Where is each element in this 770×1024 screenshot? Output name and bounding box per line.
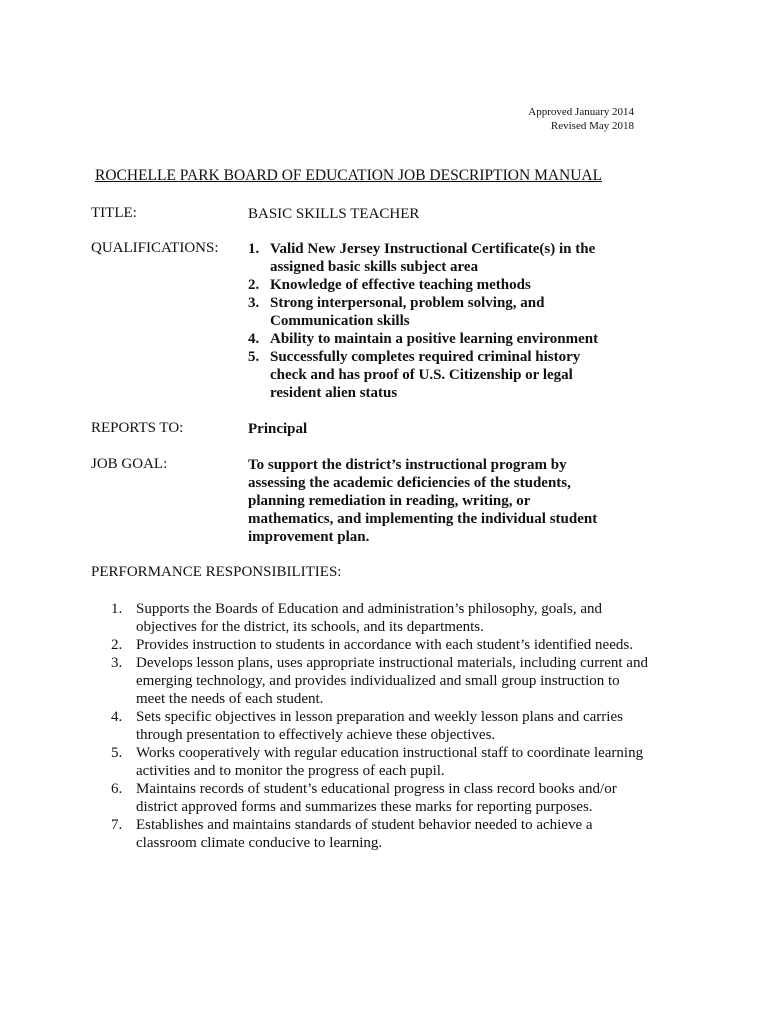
performance-text: Supports the Boards of Education and administration’s philosophy, goals, and objectives for the district, its schools, and its departments. — [136, 601, 603, 635]
performance-text: Works cooperatively with regular education instructional staff to coordinate learning activities and to monitor the progress of each pupil. — [136, 745, 644, 779]
performance-text: Establishes and maintains standards of student behavior needed to achieve a classroom climate conducive to learning. — [136, 817, 593, 851]
performance-number: 3. — [111, 655, 123, 671]
job-goal-line: planning remediation in reading, writing, or — [248, 493, 531, 509]
qualification-number: 1. — [248, 241, 260, 257]
qualification-item — [248, 276, 598, 294]
qualification-line: resident alien status — [270, 385, 398, 401]
performance-number: 4. — [111, 709, 123, 725]
qualification-number: 4. — [248, 331, 260, 347]
performance-text: Maintains records of student’s educational progress in class record books and/or district approved forms and summarizes these marks for reporting purposes. — [136, 781, 617, 815]
performance-item — [111, 600, 651, 636]
reports-to-value: Principal — [248, 421, 308, 437]
job-goal-line: mathematics, and implementing the individual student — [248, 511, 598, 527]
qualification-number: 3. — [248, 295, 260, 311]
performance-list — [111, 600, 651, 852]
qualification-number: 2. — [248, 277, 260, 293]
manual-title: ROCHELLE PARK BOARD OF EDUCATION JOB DESCRIPTION MANUAL — [95, 167, 603, 184]
performance-number: 5. — [111, 745, 123, 761]
qualification-line: Valid New Jersey Instructional Certificate(s) in the — [270, 241, 596, 257]
qualification-line: Successfully completes required criminal history — [270, 349, 581, 365]
qualification-item — [248, 294, 598, 330]
qualification-line: assigned basic skills subject area — [270, 259, 479, 275]
performance-text: Provides instruction to students in accordance with each student’s identified needs. — [136, 637, 633, 653]
performance-text: Sets specific objectives in lesson preparation and weekly lesson plans and carries through presentation to effectively achieve these objectives. — [136, 709, 623, 743]
qualification-number: 5. — [248, 349, 260, 365]
performance-number: 6. — [111, 781, 123, 797]
performance-item — [111, 636, 651, 654]
qualification-line: Ability to maintain a positive learning environment — [270, 331, 599, 347]
qualifications-list — [248, 240, 598, 402]
qualification-line: Knowledge of effective teaching methods — [270, 277, 531, 293]
revised-date: Revised May 2018 — [550, 120, 634, 132]
performance-text: Develops lesson plans, uses appropriate instructional materials, including current and emerging technology, and provides individualized and small group instruction to meet the needs of each student. — [136, 655, 648, 707]
performance-number: 1. — [111, 601, 123, 617]
job-goal-line: improvement plan. — [248, 529, 370, 545]
job-goal-text — [248, 456, 597, 546]
performance-heading: PERFORMANCE RESPONSIBILITIES: — [91, 564, 342, 580]
performance-item — [111, 708, 651, 744]
title-label: TITLE: — [91, 205, 137, 221]
qualifications-label: QUALIFICATIONS: — [91, 240, 219, 256]
qualification-item — [248, 348, 598, 402]
qualification-item — [248, 330, 598, 348]
performance-number: 7. — [111, 817, 123, 833]
reports-to-label: REPORTS TO: — [91, 420, 184, 436]
approval-dates — [528, 105, 634, 133]
performance-item — [111, 780, 651, 816]
performance-item — [111, 744, 651, 780]
job-goal-line: assessing the academic deficiencies of the students, — [248, 475, 571, 491]
performance-number: 2. — [111, 637, 123, 653]
qualification-line: Strong interpersonal, problem solving, and — [270, 295, 545, 311]
performance-item — [111, 816, 651, 852]
performance-item — [111, 654, 651, 708]
approved-date: Approved January 2014 — [528, 106, 634, 118]
qualification-line: Communication skills — [270, 313, 410, 329]
qualification-line: check and has proof of U.S. Citizenship or legal — [270, 367, 573, 383]
job-goal-label: JOB GOAL: — [91, 456, 168, 472]
job-goal-line: To support the district’s instructional program by — [248, 457, 567, 473]
title-value: BASIC SKILLS TEACHER — [248, 206, 420, 222]
qualification-item — [248, 240, 598, 276]
